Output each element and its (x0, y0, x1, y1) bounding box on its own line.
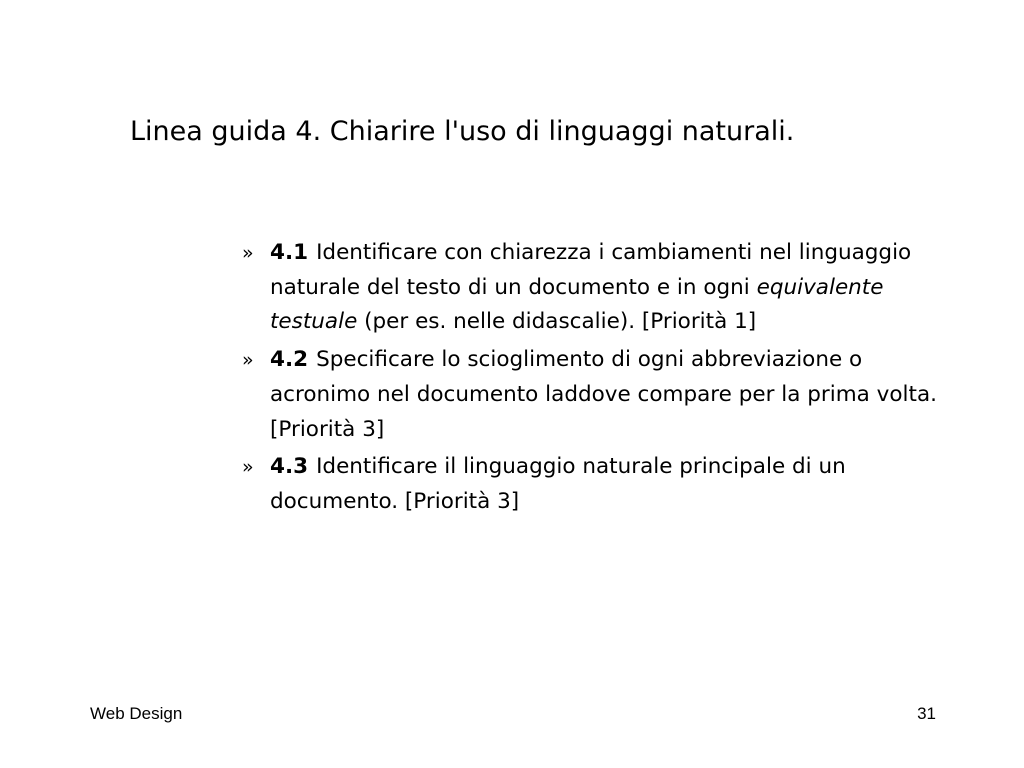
list-item (242, 343, 962, 447)
page-number: 31 (917, 704, 936, 723)
item-text: Specificare lo scioglimento di ogni abbreviazione o acronimo nel documento laddove compare per la prima volta. [Priorità 3] (270, 347, 937, 442)
bullet-marker: » (242, 349, 254, 372)
bullet-marker: » (242, 242, 254, 264)
item-number: 4.3 (270, 454, 309, 480)
guideline-list (242, 236, 962, 523)
item-text: Identificare il linguaggio naturale principale di un documento. [Priorità 3] (270, 454, 846, 514)
item-number: 4.2 (270, 347, 309, 373)
item-number: 4.1 (270, 240, 309, 265)
list-item (242, 450, 962, 519)
bullet-marker: » (242, 456, 254, 479)
item-text: Identificare con chiarezza i cambiamenti nel linguaggio naturale del testo di un documento e in ogni (270, 240, 912, 300)
footer-label: Web Design (90, 704, 183, 723)
item-emphasis: equivalente testuale (270, 274, 884, 335)
slide-title: Linea guida 4. Chiarire l'uso di linguaggi naturali. (130, 116, 795, 147)
item-text-after: (per es. nelle didascalie). [Priorità 1] (357, 309, 757, 335)
list-item (242, 236, 962, 340)
